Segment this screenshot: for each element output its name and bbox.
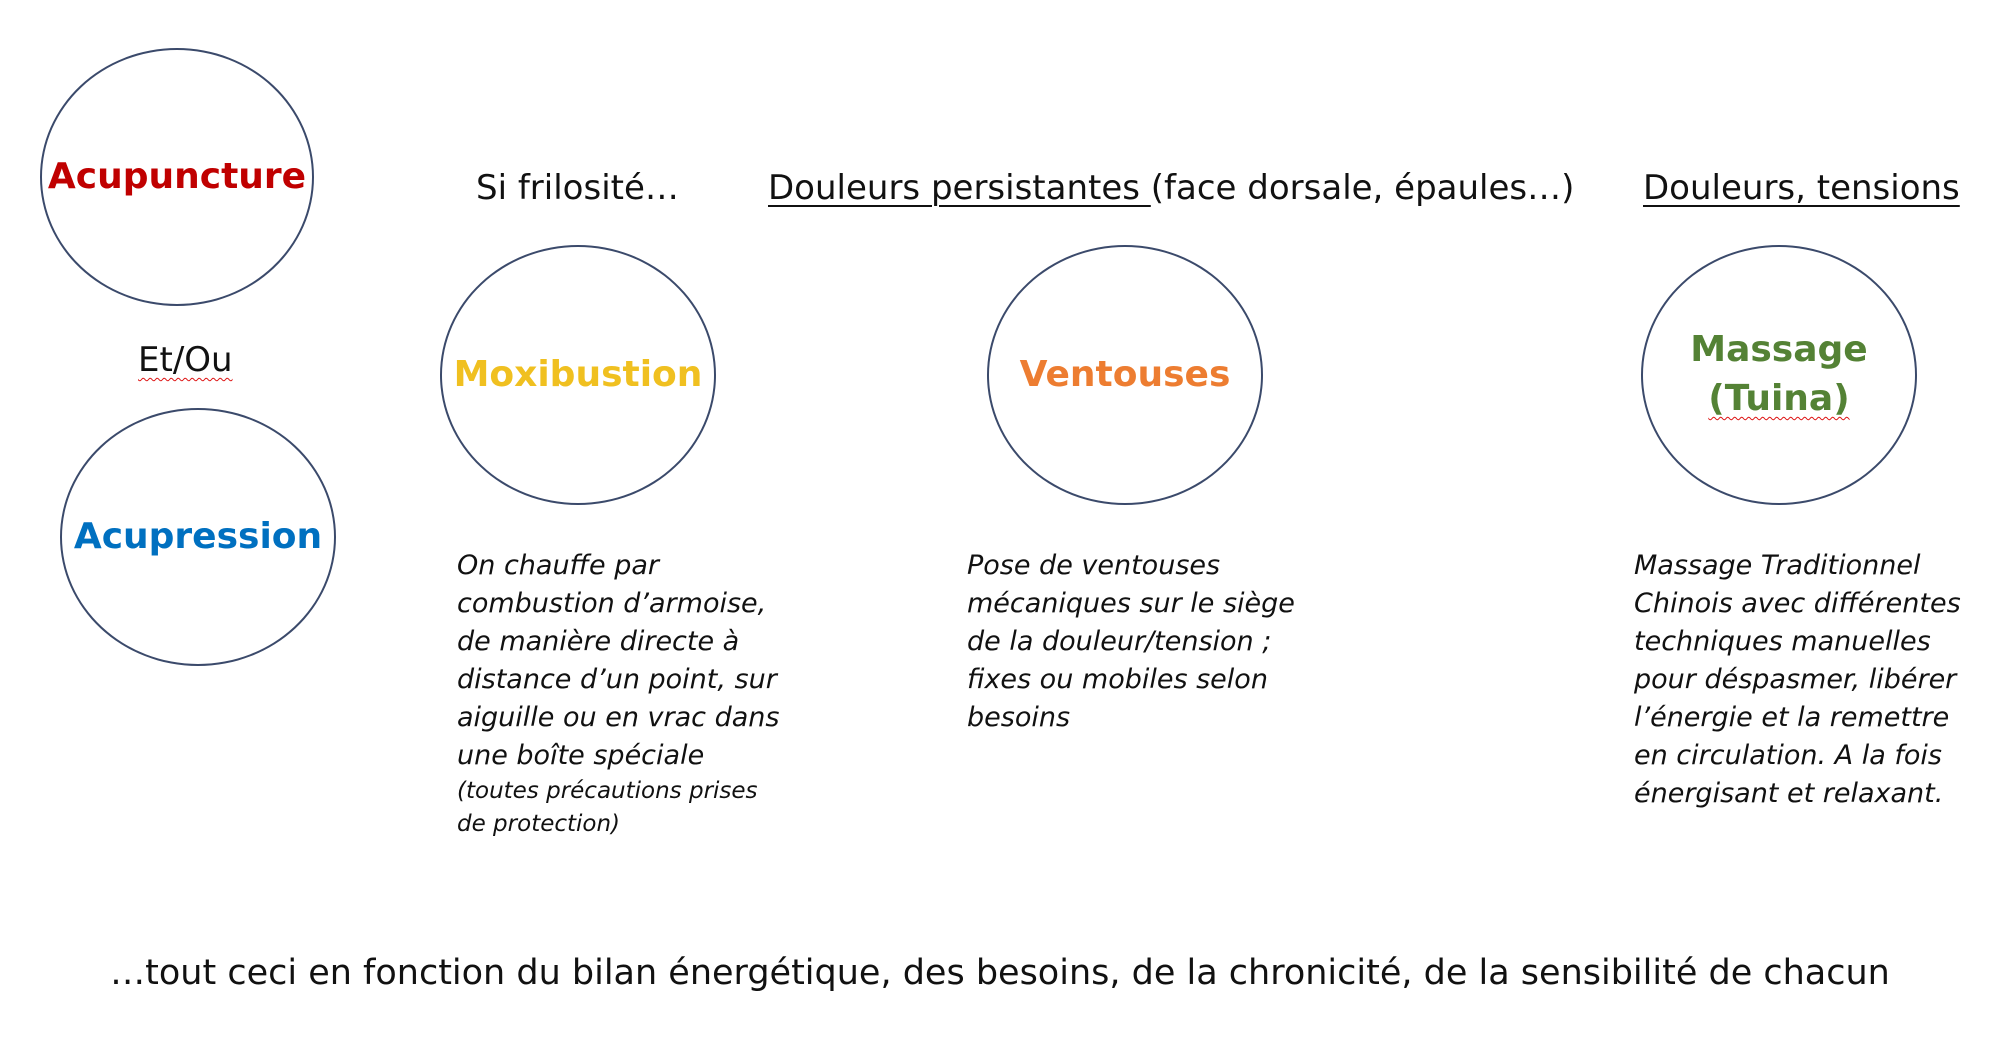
desc-line: Massage Traditionnel (1634, 550, 1921, 581)
desc-line: de la douleur/tension ; (967, 626, 1272, 657)
massage-label-line2: (Tuina) (1708, 378, 1850, 419)
desc-line: énergisant et relaxant. (1634, 778, 1944, 809)
desc-line: fixes ou mobiles selon (967, 664, 1268, 695)
acupression-label: Acupression (73, 515, 323, 557)
desc-line: mécaniques sur le siège (967, 588, 1295, 619)
header-douleurs-persistantes (768, 168, 1574, 209)
desc-line: en circulation. A la fois (1634, 740, 1942, 771)
header-douleurs-persistantes-underlined: Douleurs persistantes (768, 168, 1151, 208)
desc-note-line: de protection) (457, 811, 621, 837)
ventouses-circle (987, 245, 1263, 505)
desc-line: de manière directe à (457, 626, 740, 657)
massage-label (1690, 326, 1867, 423)
desc-line: l’énergie et la remettre (1634, 702, 1950, 733)
desc-line: distance d’un point, sur (457, 664, 777, 695)
desc-line: Pose de ventouses (967, 550, 1221, 581)
moxibustion-description (457, 547, 779, 841)
desc-line: besoins (967, 702, 1071, 733)
massage-circle (1641, 245, 1917, 505)
header-douleurs-tensions: Douleurs, tensions (1643, 168, 1960, 208)
ventouses-label: Ventouses (1019, 353, 1231, 395)
ventouses-description (967, 547, 1295, 737)
desc-line: Chinois avec différentes (1634, 588, 1961, 619)
header-douleurs-persistantes-detail: (face dorsale, épaules…) (1150, 168, 1575, 208)
desc-line: On chauffe par (457, 550, 660, 581)
header-frilosite: Si frilosité… (476, 168, 679, 208)
moxibustion-circle (440, 245, 716, 505)
massage-description (1634, 547, 1961, 813)
footer-note: …tout ceci en fonction du bilan énergétique, des besoins, de la chronicité, de la sensibilité de chacun (110, 953, 1890, 993)
desc-line: combustion d’armoise, (457, 588, 767, 619)
desc-note-line: (toutes précautions prises (457, 778, 758, 804)
desc-line: aiguille ou en vrac dans (457, 702, 780, 733)
acupuncture-label: Acupuncture (47, 155, 307, 197)
moxibustion-label: Moxibustion (453, 353, 703, 395)
massage-label-line1: Massage (1690, 329, 1868, 371)
desc-line: une boîte spéciale (457, 740, 705, 771)
desc-line: techniques manuelles (1634, 626, 1931, 657)
desc-line: pour déspasmer, libérer (1634, 664, 1957, 695)
acupression-circle (60, 408, 336, 666)
et-ou-label: Et/Ou (138, 340, 233, 380)
acupuncture-circle (40, 48, 314, 306)
